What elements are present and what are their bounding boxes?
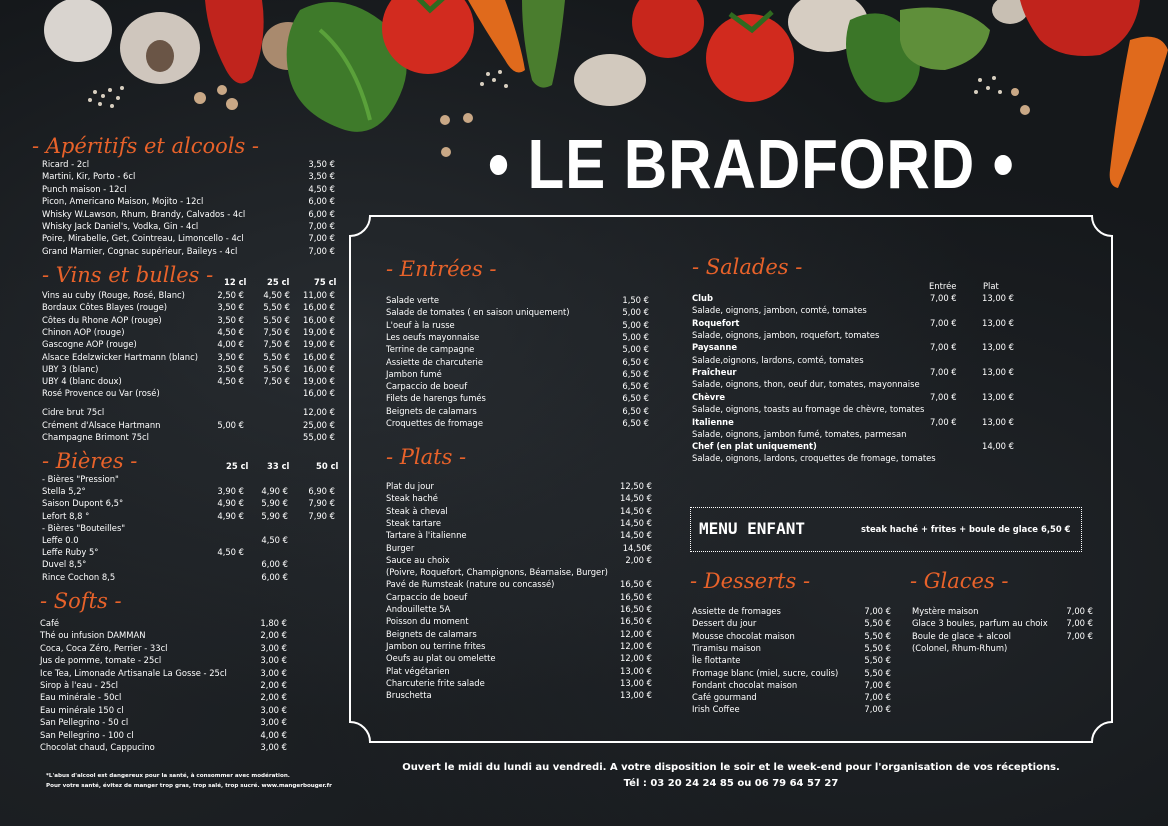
item-price: 3,00 € xyxy=(260,742,287,752)
item-name: Pavé de Rumsteak (nature ou concassé) xyxy=(386,579,555,590)
item-price: 7,00 € xyxy=(864,704,891,715)
item-name: Lefort 8,8 ° xyxy=(42,510,90,521)
item-name: UBY 3 (blanc) xyxy=(42,363,99,374)
item-price: 7,00 € xyxy=(308,221,335,231)
price-33cl: 4,50 € xyxy=(261,535,288,545)
salade-desc: Salade, oignons, jambon, comté, tomates xyxy=(692,305,867,316)
softs-title: - Softs - xyxy=(40,589,122,613)
price-25cl: 4,50 € xyxy=(217,547,244,558)
item-name: Jambon ou terrine frites xyxy=(386,640,486,651)
item-price: 16,50 € xyxy=(620,604,652,614)
salade-name: Chef (en plat uniquement) xyxy=(692,441,817,452)
item-name: Côtes du Rhone AOP (rouge) xyxy=(42,314,162,325)
price-25cl: 5,50 € xyxy=(263,314,290,325)
item-name: San Pellegrino - 50 cl xyxy=(40,717,129,728)
price-75cl: 12,00 € xyxy=(303,407,335,417)
item-name: Carpaccio de boeuf xyxy=(386,591,468,602)
salade-desc: Salade, oignons, jambon, roquefort, tomates xyxy=(692,329,880,340)
salade-name: Paysanne xyxy=(692,342,738,353)
item-name: Beignets de calamars xyxy=(386,628,477,639)
item-name: Saison Dupont 6,5° xyxy=(42,498,124,509)
item-price: 12,50 € xyxy=(620,481,652,491)
item-price: 12,00 € xyxy=(620,640,652,651)
salade-desc: Salade,oignons, lardons, comté, tomates xyxy=(692,354,864,365)
price-12cl: 4,50 € xyxy=(217,376,244,387)
item-price: 2,00 € xyxy=(625,554,652,565)
item-name: Crément d'Alsace Hartmann xyxy=(42,419,161,430)
item-name: Martini, Kir, Porto - 6cl xyxy=(42,171,136,182)
item-name: Café xyxy=(40,618,60,628)
item-price: 7,00 € xyxy=(864,606,891,616)
item-name: Jus de pomme, tomate - 25cl xyxy=(40,655,162,666)
salade-name: Club xyxy=(692,293,713,303)
price-12cl: 4,00 € xyxy=(217,339,244,350)
footer-phone: Tél : 03 20 24 24 85 ou 06 79 64 57 27 xyxy=(623,778,839,789)
item-price: 2,00 € xyxy=(260,692,287,703)
price-12cl: 3,50 € xyxy=(217,302,244,313)
item-price: 5,00 € xyxy=(622,331,649,342)
vins-header-12cl: 12 cl xyxy=(224,277,247,287)
item-name: Charcuterie frite salade xyxy=(386,677,485,688)
item-name: Grand Marnier, Cognac supérieur, Baileys - 4cl xyxy=(42,245,238,256)
price-25cl: 4,50 € xyxy=(263,290,290,300)
salade-price-plat: 14,00 € xyxy=(982,441,1014,452)
price-75cl: 16,00 € xyxy=(303,314,335,325)
item-name: Les oeufs mayonnaise xyxy=(386,331,480,342)
price-75cl: 55,00 € xyxy=(303,432,335,443)
price-25cl: 3,90 € xyxy=(217,486,244,497)
salade-name: Chèvre xyxy=(692,391,726,402)
item-name: UBY 4 (blanc doux) xyxy=(42,376,122,387)
item-price: 1,50 € xyxy=(622,295,649,305)
bieres-header-25cl: 25 cl xyxy=(226,461,249,471)
item-name: Mousse chocolat maison xyxy=(692,630,795,641)
price-33cl: 6,00 € xyxy=(261,571,288,582)
item-price: 14,50 € xyxy=(620,505,652,516)
price-75cl: 19,00 € xyxy=(303,339,335,350)
mushroom-2-icon xyxy=(574,54,646,106)
item-price: 5,00 € xyxy=(622,319,649,330)
item-name: Rosé Provence ou Var (rosé) xyxy=(42,388,160,399)
item-name: Bordaux Côtes Blayes (rouge) xyxy=(42,302,168,313)
salade-price-plat: 13,00 € xyxy=(982,391,1014,402)
price-75cl: 25,00 € xyxy=(303,419,335,430)
disclaimer-alcohol: *L'abus d'alcool est dangereux pour la santé, à consommer avec modération. xyxy=(46,773,290,779)
salade-price-plat: 13,00 € xyxy=(982,293,1014,303)
item-name: Terrine de campagne xyxy=(386,344,475,355)
salade-price-plat: 13,00 € xyxy=(982,317,1014,328)
item-price: 6,50 € xyxy=(622,393,649,404)
disclaimer-health: Pour votre santé, évitez de manger trop gras, trop salé, trop sucré. www.mangerbouger.fr xyxy=(46,783,332,789)
item-name: Fromage blanc (miel, sucre, coulis) xyxy=(692,667,839,678)
item-name: Mystère maison xyxy=(912,606,979,616)
item-price: 7,00 € xyxy=(864,692,891,703)
item-name: Punch maison - 12cl xyxy=(42,183,127,194)
item-name: Plat du jour xyxy=(386,481,434,491)
item-price: 6,50 € xyxy=(622,418,649,428)
parsley-icon xyxy=(287,2,407,132)
item-price: 5,50 € xyxy=(864,630,891,641)
price-75cl: 16,00 € xyxy=(303,302,335,313)
item-price: 14,50 € xyxy=(620,530,652,541)
price-75cl: 16,00 € xyxy=(303,363,335,374)
item-price: 5,50 € xyxy=(864,655,891,666)
price-33cl: 5,90 € xyxy=(261,510,288,521)
item-price: 4,00 € xyxy=(260,729,287,740)
item-price: 6,00 € xyxy=(308,208,335,219)
menu-enfant-box xyxy=(690,507,1082,552)
item-name: L'oeuf à la russe xyxy=(386,319,455,330)
salades-header-entree: Entrée xyxy=(929,281,957,291)
glaces-title: - Glaces - xyxy=(910,569,1009,593)
parsley-2-icon xyxy=(846,13,920,102)
aperitifs-title: - Apéritifs et alcools - xyxy=(32,134,260,158)
salade-desc: Salade, oignons, jambon fumé, tomates, parmesan xyxy=(692,428,907,439)
bieres-header-50cl: 50 cl xyxy=(316,461,339,471)
item-price: 16,50 € xyxy=(620,579,652,590)
price-75cl: 11,00 € xyxy=(303,290,335,300)
item-name: Champagne Brimont 75cl xyxy=(42,432,149,443)
item-price: 7,00 € xyxy=(1066,618,1093,629)
item-name: Assiette de charcuterie xyxy=(386,356,484,367)
item-price: 3,00 € xyxy=(260,667,287,678)
menu-enfant-desc: steak haché + frites + boule de glace xyxy=(861,524,1038,534)
item-name: Assiette de fromages xyxy=(692,606,781,616)
item-price: 2,00 € xyxy=(260,630,287,641)
item-name: - Bières "Bouteilles" xyxy=(42,522,126,533)
item-name: Andouillette 5A xyxy=(386,604,451,614)
item-name: Jambon fumé xyxy=(386,368,442,379)
item-price: 12,00 € xyxy=(620,628,652,639)
item-name: Burger xyxy=(386,542,415,553)
item-name: Leffe Ruby 5° xyxy=(42,547,99,558)
salade-price-plat: 13,00 € xyxy=(982,367,1014,378)
item-name: Steak tartare xyxy=(386,517,442,528)
price-50cl: 7,90 € xyxy=(308,510,335,521)
item-name: Rince Cochon 8,5 xyxy=(42,571,116,582)
salade-price-entree: 7,00 € xyxy=(930,391,957,402)
item-name: Chinon AOP (rouge) xyxy=(42,326,125,337)
item-name: Cidre brut 75cl xyxy=(42,407,105,417)
item-price: 7,00 € xyxy=(1066,606,1093,616)
item-price: 16,50 € xyxy=(620,591,652,602)
item-price: 5,00 € xyxy=(622,344,649,355)
item-price: 13,00 € xyxy=(620,665,652,676)
item-price: 12,00 € xyxy=(620,653,652,664)
vins-title: - Vins et bulles - xyxy=(42,263,214,287)
red-pepper-icon xyxy=(205,0,264,83)
item-name: (Colonel, Rhum-Rhum) xyxy=(912,642,1008,653)
item-price: 6,00 € xyxy=(308,196,335,207)
desserts-title: - Desserts - xyxy=(690,569,811,593)
item-name: Croquettes de fromage xyxy=(386,418,483,428)
item-price: 13,00 € xyxy=(620,690,652,701)
price-25cl: 4,90 € xyxy=(217,498,244,509)
item-name: - Bières "Pression" xyxy=(42,474,119,484)
salade-price-plat: 13,00 € xyxy=(982,342,1014,353)
item-name: Gascogne AOP (rouge) xyxy=(42,339,137,350)
item-name: Tiramisu maison xyxy=(692,642,761,653)
item-price: 1,80 € xyxy=(260,618,287,628)
item-price: 3,00 € xyxy=(260,717,287,728)
price-33cl: 5,90 € xyxy=(261,498,288,509)
item-price: 14,50€ xyxy=(622,542,652,553)
price-75cl: 16,00 € xyxy=(303,351,335,362)
garlic-icon xyxy=(44,0,112,62)
price-75cl: 19,00 € xyxy=(303,326,335,337)
salades-title: - Salades - xyxy=(692,255,803,279)
item-name: Picon, Americano Maison, Mojito - 12cl xyxy=(42,196,204,207)
item-name: Bruschetta xyxy=(386,690,432,701)
price-25cl: 7,50 € xyxy=(263,339,290,350)
restaurant-name: • LE BRADFORD • xyxy=(488,125,1015,203)
item-price: 7,00 € xyxy=(308,245,335,256)
price-50cl: 6,90 € xyxy=(308,486,335,497)
bieres-title: - Bières - xyxy=(42,449,138,473)
item-price: 6,50 € xyxy=(622,356,649,367)
item-price: 3,00 € xyxy=(260,642,287,653)
price-25cl: 5,50 € xyxy=(263,363,290,374)
item-price: 13,00 € xyxy=(620,677,652,688)
item-price: 5,50 € xyxy=(864,618,891,629)
item-name: Thé ou infusion DAMMAN xyxy=(40,630,146,641)
item-name: Steak à cheval xyxy=(386,505,448,516)
vins-header-75cl: 75 cl xyxy=(314,277,337,287)
salade-name: Fraîcheur xyxy=(692,367,737,378)
item-price: 7,00 € xyxy=(864,679,891,690)
item-name: Irish Coffee xyxy=(692,704,740,715)
item-price: 4,50 € xyxy=(308,183,335,194)
item-price: 2,00 € xyxy=(260,680,287,690)
item-price: 7,00 € xyxy=(308,233,335,244)
item-name: Vins au cuby (Rouge, Rosé, Blanc) xyxy=(42,290,185,300)
item-name: Ice Tea, Limonade Artisanale La Gosse - 25cl xyxy=(40,667,227,678)
salade-price-entree: 7,00 € xyxy=(930,342,957,353)
salade-price-plat: 13,00 € xyxy=(982,416,1014,427)
carrot-icon xyxy=(468,0,525,72)
item-name: Beignets de calamars xyxy=(386,405,477,416)
item-name: Whisky Jack Daniel's, Vodka, Gin - 4cl xyxy=(42,221,199,231)
zucchini-icon xyxy=(522,0,565,88)
salade-price-entree: 7,00 € xyxy=(930,317,957,328)
tomato-icon xyxy=(382,0,474,74)
item-name: Poisson du moment xyxy=(386,616,469,627)
salade-name: Roquefort xyxy=(692,317,740,328)
item-name: Filets de harengs fumés xyxy=(386,393,486,404)
salade-price-entree: 7,00 € xyxy=(930,293,957,303)
mushroom-3-icon xyxy=(788,0,868,52)
price-12cl: 3,50 € xyxy=(217,314,244,325)
menu-enfant-price: 6,50 € xyxy=(1041,524,1071,534)
price-25cl: 5,50 € xyxy=(263,351,290,362)
item-name: Salade de tomates ( en saison uniquement) xyxy=(386,307,570,318)
price-12cl: 5,00 € xyxy=(217,419,244,430)
item-name: Café gourmand xyxy=(692,692,757,703)
item-price: 5,50 € xyxy=(864,667,891,678)
item-price: 6,50 € xyxy=(622,381,649,392)
item-price: 5,00 € xyxy=(622,307,649,318)
price-25cl: 5,50 € xyxy=(263,302,290,313)
item-name: Île flottante xyxy=(692,655,741,666)
item-name: Coca, Coca Zéro, Perrier - 33cl xyxy=(40,642,168,653)
item-name: Carpaccio de boeuf xyxy=(386,381,468,392)
item-name: Eau minérale 150 cl xyxy=(40,704,124,715)
price-12cl: 2,50 € xyxy=(217,290,244,300)
entrees-title: - Entrées - xyxy=(386,257,497,281)
salade-name: Italienne xyxy=(692,416,734,427)
item-price: 6,50 € xyxy=(622,368,649,379)
item-name: Duvel 8,5° xyxy=(42,559,87,570)
item-name: Leffe 0.0 xyxy=(42,535,79,545)
item-price: 6,50 € xyxy=(622,405,649,416)
price-25cl: 7,50 € xyxy=(263,326,290,337)
red-pepper-2-icon xyxy=(1020,0,1140,56)
item-name: Sirop à l'eau - 25cl xyxy=(40,680,118,690)
item-price: 3,00 € xyxy=(260,704,287,715)
item-name: Stella 5,2° xyxy=(42,486,86,497)
price-12cl: 3,50 € xyxy=(217,351,244,362)
item-name: San Pellegrino - 100 cl xyxy=(40,729,134,740)
item-name: Poire, Mirabelle, Get, Cointreau, Limoncello - 4cl xyxy=(42,233,244,244)
vins-header-25cl: 25 cl xyxy=(267,277,290,287)
price-25cl: 7,50 € xyxy=(263,376,290,387)
item-name: Ricard - 2cl xyxy=(42,159,90,169)
item-name: Tartare à l'italienne xyxy=(386,530,467,541)
item-name: Steak haché xyxy=(386,493,438,504)
item-price: 5,50 € xyxy=(864,642,891,653)
item-price: 7,00 € xyxy=(1066,630,1093,641)
tomato-2-icon xyxy=(632,0,704,58)
menu-enfant-title: MENU ENFANT xyxy=(699,519,805,538)
price-12cl: 3,50 € xyxy=(217,363,244,374)
price-75cl: 19,00 € xyxy=(303,376,335,387)
item-price: 16,50 € xyxy=(620,616,652,627)
mushroom-icon xyxy=(120,12,200,84)
tomato-3-icon xyxy=(706,14,794,102)
item-name: Boule de glace + alcool xyxy=(912,630,1011,641)
item-name: Chocolat chaud, Cappucino xyxy=(40,742,155,752)
plats-title: - Plats - xyxy=(386,445,467,469)
price-75cl: 16,00 € xyxy=(303,388,335,399)
item-price: 3,50 € xyxy=(308,171,335,182)
salades-header-plat: Plat xyxy=(983,281,999,291)
item-name: Plat végétarien xyxy=(386,665,450,676)
price-12cl: 4,50 € xyxy=(217,326,244,337)
price-33cl: 4,90 € xyxy=(261,486,288,497)
salade-price-entree: 7,00 € xyxy=(930,416,957,427)
item-name: Oeufs au plat ou omelette xyxy=(386,653,496,664)
item-name: Eau minérale - 50cl xyxy=(40,692,122,703)
salade-desc: Salade, oignons, thon, oeuf dur, tomates, mayonnaise xyxy=(692,379,920,390)
onion-icon xyxy=(262,22,314,70)
price-25cl: 4,90 € xyxy=(217,510,244,521)
item-name: Sauce au choix xyxy=(386,554,450,565)
item-name: Alsace Edelzwicker Hartmann (blanc) xyxy=(42,351,198,362)
salade-desc: Salade, oignons, lardons, croquettes de fromage, tomates xyxy=(692,453,936,464)
item-name: Whisky W.Lawson, Rhum, Brandy, Calvados - 4cl xyxy=(42,208,246,219)
salade-price-entree: 7,00 € xyxy=(930,367,957,378)
item-price: 14,50 € xyxy=(620,493,652,504)
item-price: 3,00 € xyxy=(260,655,287,666)
item-name: Salade verte xyxy=(386,295,440,305)
item-name: (Poivre, Roquefort, Champignons, Béarnaise, Burger) xyxy=(386,567,608,578)
price-33cl: 6,00 € xyxy=(261,559,288,570)
footer-hours: Ouvert le midi du lundi au vendredi. A votre disposition le soir et le week-end pour l'organisation de vos réceptions. xyxy=(402,762,1060,773)
item-price: 3,50 € xyxy=(308,159,335,169)
carrot-2-icon xyxy=(1110,37,1168,188)
item-name: Glace 3 boules, parfum au choix xyxy=(912,618,1048,629)
green-pepper-icon xyxy=(900,8,990,71)
bieres-header-33cl: 33 cl xyxy=(267,461,290,471)
price-50cl: 7,90 € xyxy=(308,498,335,509)
item-price: 14,50 € xyxy=(620,517,652,528)
salade-desc: Salade, oignons, toasts au fromage de chèvre, tomates xyxy=(692,403,925,414)
item-name: Fondant chocolat maison xyxy=(692,679,798,690)
item-name: Dessert du jour xyxy=(692,618,757,629)
